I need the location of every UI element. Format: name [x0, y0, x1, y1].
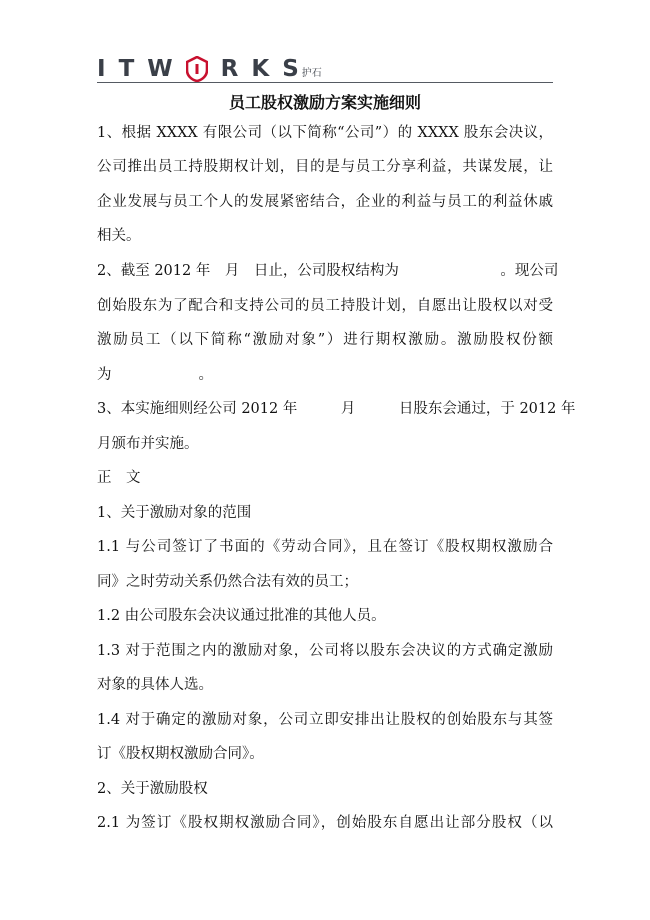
body-line: 1.3 对于范围之内的激励对象，公司将以股东会决议的方式确定激励 [97, 643, 553, 659]
body-line: 激励员工（以下简称“激励对象”）进行期权激励。激励股权份额 [97, 332, 553, 348]
body-line: 创始股东为了配合和支持公司的员工持股计划，自愿出让股权以对受 [97, 298, 553, 314]
body-line: 企业发展与员工个人的发展紧密结合，企业的利益与员工的利益休戚 [97, 194, 553, 210]
body-line: 2.1 为签订《股权期权激励合同》，创始股东自愿出让部分股权（以 [97, 815, 553, 831]
body-line: 公司推出员工持股期权计划，目的是与员工分享利益，共谋发展，让 [97, 159, 553, 175]
body-line: 为 。 [97, 367, 213, 383]
section-heading: 1、关于激励对象的范围 [97, 505, 252, 521]
logo-subtitle: 护石 [301, 68, 322, 79]
body-line: 1.1 与公司签订了书面的《劳动合同》，且在签订《股权期权激励合 [97, 539, 553, 555]
logo-letter-s: S [282, 56, 299, 82]
body-line: 对象的具体人选。 [97, 677, 213, 693]
body-line: 月颁布并实施。 [97, 436, 199, 452]
logo-letter-k: K [251, 56, 270, 82]
body-line: 同》之时劳动关系仍然合法有效的员工； [97, 574, 358, 590]
company-logo [97, 56, 322, 82]
body-line: 1.2 由公司股东会决议通过批准的其他人员。 [97, 608, 386, 624]
body-line: 相关。 [97, 228, 141, 244]
body-line: 1、根据 XXXX 有限公司（以下简称“公司”）的 XXXX 股东会决议， [97, 125, 553, 141]
document-title: 员工股权激励方案实施细则 [228, 93, 421, 112]
logo-letter-w: W [147, 56, 173, 82]
body-line: 1.4 对于确定的激励对象，公司立即安排出让股权的创始股东与其签 [97, 712, 553, 728]
logo-letter-r: R [220, 56, 239, 82]
header-rule [97, 82, 553, 83]
logo-letter-i: I [97, 56, 106, 82]
section-heading: 正 文 [97, 470, 141, 486]
shield-o-icon [186, 56, 208, 82]
body-line: 3、本实施细则经公司 2012 年 月 日股东会通过，于 2012 年 [97, 401, 576, 417]
body-line: 2、截至 2012 年 月 日止，公司股权结构为 。现公司 [97, 263, 559, 279]
section-heading: 2、关于激励股权 [97, 781, 208, 797]
logo-letter-t: T [118, 56, 135, 82]
body-line: 订《股权期权激励合同》。 [97, 746, 264, 762]
